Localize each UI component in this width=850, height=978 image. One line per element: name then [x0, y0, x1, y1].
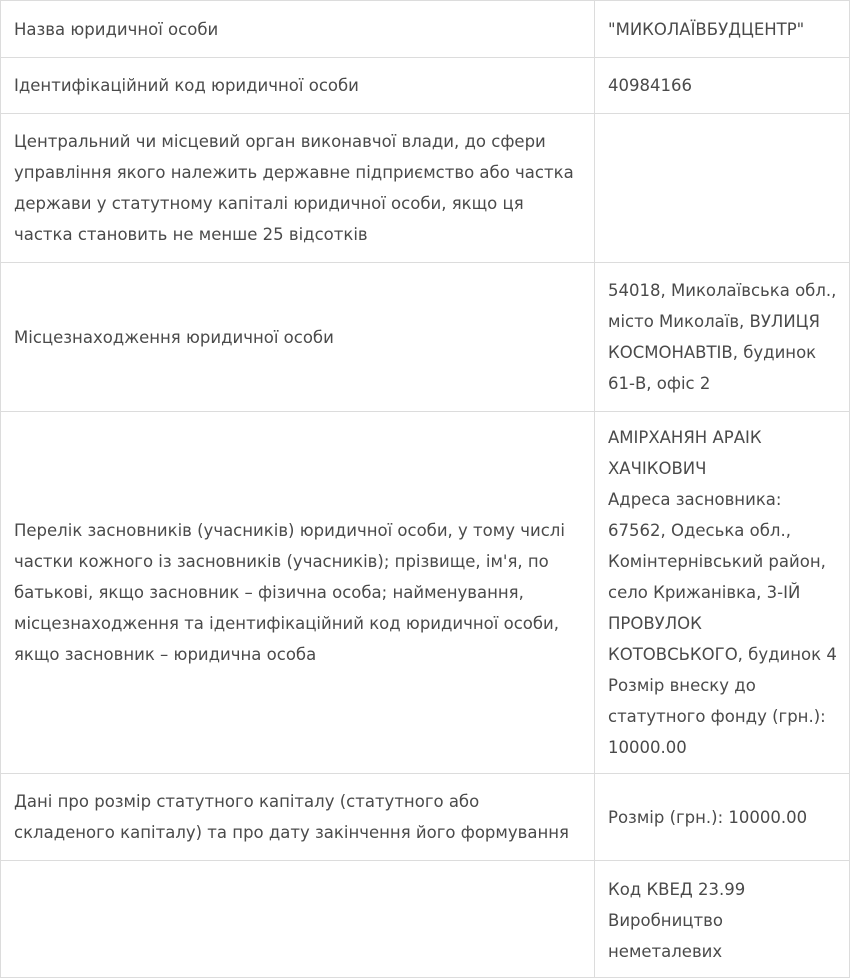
table-row-company-address [1, 263, 850, 412]
founder-contribution: Розмір внеску до статутного фонду (грн.): 10000.00 [608, 676, 826, 757]
row-label: Перелік засновників (учасників) юридичної особи, у тому числі частки кожного із засновників (учасників); прізвище, ім'я, по батькові, якщо засновник – фізична особа; найменування, місцезнаходження та ідентифікаційний код юридичної особи, якщо засновник – юридична особа [1, 412, 595, 774]
company-address-value: 54018, Миколаївська обл., місто Миколаїв, ВУЛИЦЯ КОСМОНАВТІВ, будинок 61-В, офіс 2 [608, 281, 837, 393]
row-label: Центральний чи місцевий орган виконавчої влади, до сфери управління якого належить державне підприємство або частка держави у статутному капіталі юридичної особи, якщо ця частка становить не менше 25 відсотків [1, 114, 595, 263]
row-value-empty [595, 114, 850, 263]
charter-capital-value: Розмір (грн.): 10000.00 [608, 807, 808, 827]
row-value [595, 58, 850, 114]
company-code-value: 40984166 [608, 76, 692, 95]
table-row-founders [1, 412, 850, 774]
kved-code: Код КВЕД 23.99 [608, 880, 746, 899]
table-row-charter-capital [1, 774, 850, 861]
row-label: Місцезнаходження юридичної особи [1, 263, 595, 412]
company-name-value: "МИКОЛАЇВБУДЦЕНТР" [608, 19, 805, 39]
table-row-company-name [1, 1, 850, 58]
row-value [595, 1, 850, 58]
founder-name: АМІРХАНЯН АРАІК ХАЧІКОВИЧ [608, 428, 762, 478]
row-label: Дані про розмір статутного капіталу (статутного або складеного капіталу) та про дату закінчення його формування [1, 774, 595, 861]
kved-description: Виробництво неметалевих [608, 911, 723, 961]
row-value [595, 774, 850, 861]
row-value [595, 412, 850, 774]
row-label: Назва юридичної особи [1, 1, 595, 58]
table-row-company-code [1, 58, 850, 114]
row-label: Ідентифікаційний код юридичної особи [1, 58, 595, 114]
row-value [595, 263, 850, 412]
row-label [1, 861, 595, 978]
table-row-activity-codes [1, 861, 850, 978]
row-value [595, 861, 850, 978]
table-row-governing-authority [1, 114, 850, 263]
founder-address: Адреса засновника: 67562, Одеська обл., Комінтернівський район, село Крижанівка, 3-ІЙ ПРОВУЛОК КОТОВСЬКОГО, будинок 4 [608, 490, 837, 664]
